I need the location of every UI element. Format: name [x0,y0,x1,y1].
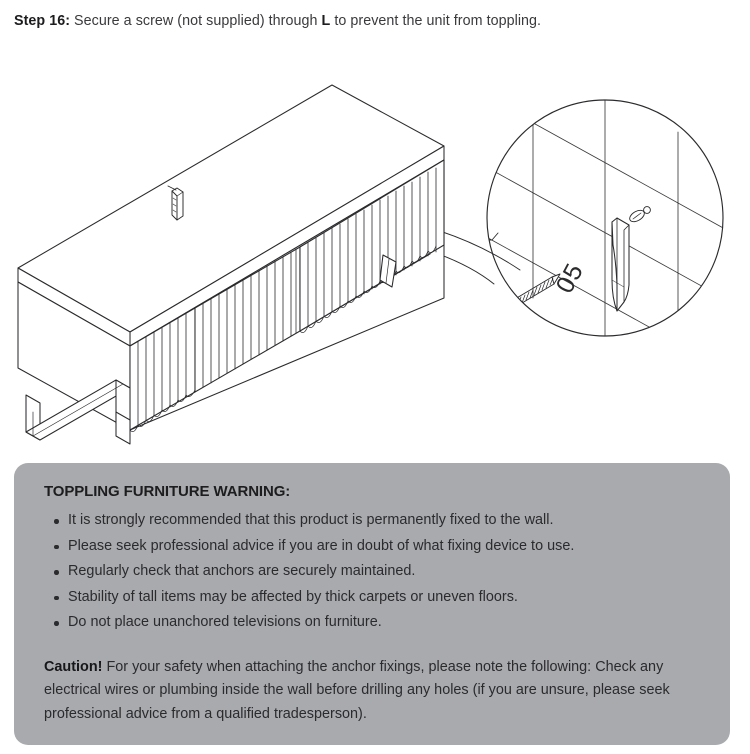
tv-media-unit [18,85,444,444]
step-instruction-header [14,11,744,31]
toppling-furniture-warning-panel [14,463,730,745]
step-text-before: Secure a screw (not supplied) through [70,13,322,29]
caution-paragraph [36,656,708,727]
warning-title: TOPPLING FURNITURE WARNING: [44,483,291,500]
assembly-illustration [0,40,750,460]
list-item: Do not place unanchored televisions on furniture. [36,610,708,636]
detail-callout-circle [470,88,745,450]
warning-bullet-list [36,508,708,636]
step-number-label: Step 16: [14,13,71,29]
step-text-after: to prevent the unit from toppling. [330,13,542,29]
caution-body-text: For your safety when attaching the anchor fixings, please note the following: Check any electrical wires or plumbing inside the wall before drilling any holes (if you are unsure, please seek professional advice from a qualified tradesperson). [44,658,670,722]
part-number-label: 05 [550,258,590,298]
caution-lead-label: Caution! [44,658,103,675]
part-letter-reference: L [321,13,331,29]
list-item: Please seek professional advice if you are in doubt of what fixing device to use. [36,534,708,560]
list-item: Regularly check that anchors are securely maintained. [36,559,708,585]
illustration-svg [0,40,750,460]
list-item: It is strongly recommended that this product is permanently fixed to the wall. [36,508,708,534]
list-item: Stability of tall items may be affected by thick carpets or uneven floors. [36,585,708,611]
